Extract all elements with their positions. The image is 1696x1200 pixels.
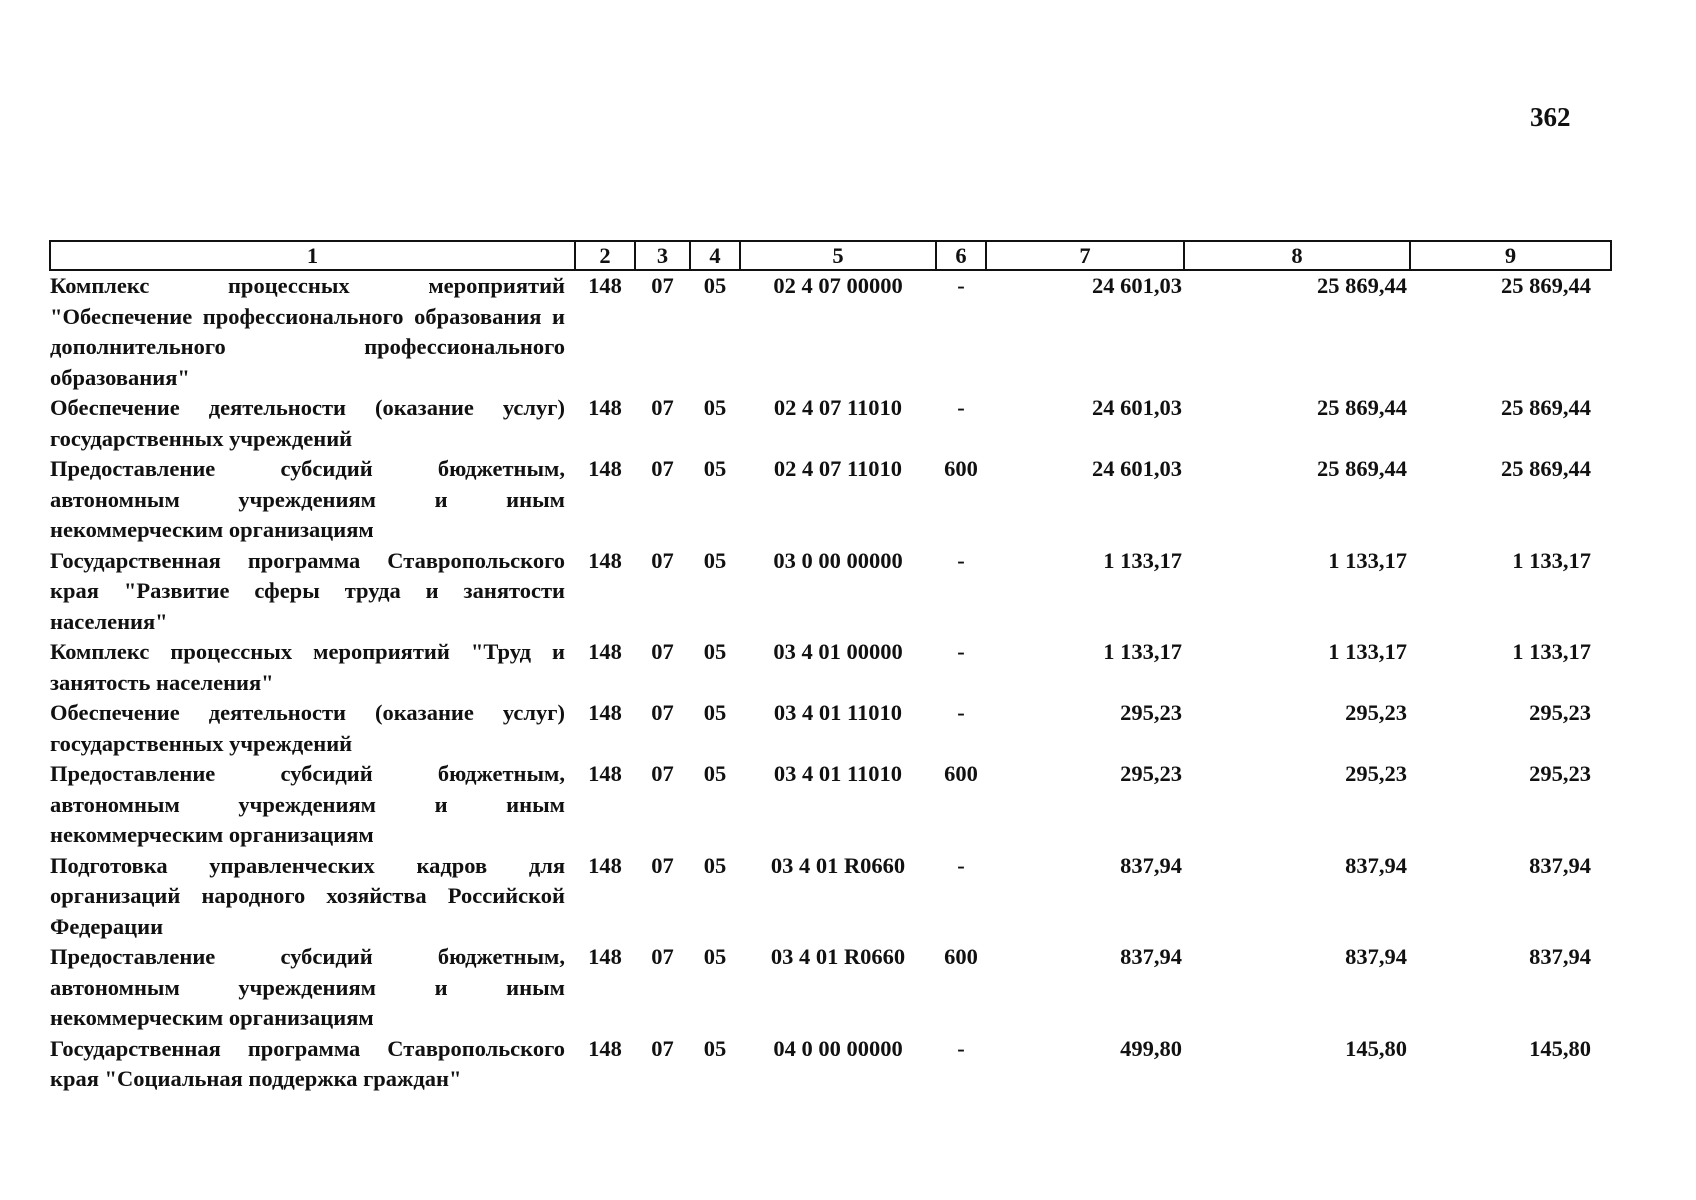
- amount-col9: 145,80: [1529, 1035, 1591, 1061]
- amount-col8: 145,80: [1345, 1035, 1407, 1061]
- expense-type-code: 600: [944, 944, 978, 969]
- expense-type-code: -: [957, 852, 965, 878]
- section-code: 07: [651, 456, 674, 481]
- item-name: Обеспечение деятельности (оказание услуг) государственных учреждений: [50, 700, 565, 756]
- item-name: Государственная программа Ставропольского края "Социальная поддержка граждан": [50, 1035, 565, 1091]
- ministry-code: 148: [588, 273, 622, 298]
- target-article-code: 03 4 01 11010: [773, 700, 903, 725]
- table-row: [50, 759, 1611, 851]
- target-article-code: 03 4 01 R0660: [770, 944, 906, 969]
- subsection-code: 05: [703, 944, 727, 969]
- amount-col8: 295,23: [1345, 700, 1407, 725]
- item-name: Предоставление субсидий бюджетным, автономным учреждениям и иным некоммерческим организациям: [50, 944, 565, 1030]
- table-row: [50, 698, 1611, 759]
- amount-col8: 25 869,44: [1317, 273, 1407, 298]
- amount-col8: 837,94: [1345, 852, 1407, 878]
- target-article-code: 03 4 01 11010: [773, 761, 903, 786]
- target-article-code: 02 4 07 11010: [773, 456, 903, 481]
- table-row: [50, 1034, 1611, 1095]
- amount-col9: 837,94: [1529, 852, 1591, 878]
- section-code: 07: [651, 273, 674, 298]
- target-article-code: 02 4 07 11010: [773, 395, 903, 420]
- amount-col7: 295,23: [1120, 700, 1182, 725]
- amount-col9: 295,23: [1529, 761, 1591, 786]
- expense-type-code: 600: [944, 456, 978, 481]
- target-article-code: 02 4 07 00000: [773, 273, 903, 298]
- page-number: 362: [1530, 102, 1571, 132]
- ministry-code: 148: [588, 639, 622, 664]
- column-header: 8: [1184, 241, 1410, 270]
- ministry-code: 148: [588, 944, 622, 969]
- subsection-code: 05: [703, 700, 727, 725]
- ministry-code: 148: [588, 1035, 622, 1061]
- amount-col7: 24 601,03: [1092, 273, 1182, 298]
- budget-table: [49, 240, 1612, 1095]
- section-code: 07: [651, 395, 674, 420]
- expense-type-code: -: [957, 395, 965, 420]
- table-row: [50, 637, 1611, 698]
- amount-col7: 1 133,17: [1103, 639, 1182, 664]
- amount-col8: 25 869,44: [1317, 395, 1407, 420]
- amount-col7: 1 133,17: [1103, 547, 1182, 573]
- item-name: Комплекс процессных мероприятий "Труд и занятость населения": [50, 639, 565, 695]
- section-code: 07: [651, 547, 674, 573]
- amount-col7: 24 601,03: [1092, 456, 1182, 481]
- expense-type-code: -: [957, 273, 965, 298]
- target-article-code: 03 4 01 R0660: [770, 852, 906, 878]
- target-article-code: 04 0 00 00000: [773, 1035, 903, 1061]
- item-name: Предоставление субсидий бюджетным, автономным учреждениям и иным некоммерческим организациям: [50, 761, 565, 847]
- item-name: Комплекс процессных мероприятий "Обеспечение профессионального образования и дополнительного профессионального образования": [50, 273, 565, 390]
- subsection-code: 05: [703, 547, 727, 573]
- amount-col8: 1 133,17: [1328, 547, 1407, 573]
- section-code: 07: [651, 639, 674, 664]
- section-code: 07: [651, 700, 674, 725]
- table-row: [50, 851, 1611, 943]
- amount-col7: 837,94: [1120, 852, 1182, 878]
- amount-col8: 25 869,44: [1317, 456, 1407, 481]
- table-row: [50, 942, 1611, 1034]
- column-header: 2: [575, 241, 635, 270]
- amount-col7: 499,80: [1120, 1035, 1182, 1061]
- ministry-code: 148: [588, 700, 622, 725]
- amount-col8: 1 133,17: [1328, 639, 1407, 664]
- expense-type-code: -: [957, 700, 965, 725]
- table-row: [50, 393, 1611, 454]
- subsection-code: 05: [703, 639, 727, 664]
- subsection-code: 05: [703, 456, 727, 481]
- item-name: Подготовка управленческих кадров для организаций народного хозяйства Российской Федерации: [50, 852, 565, 939]
- table-header-row: [50, 241, 1611, 270]
- column-header: 5: [740, 241, 936, 270]
- target-article-code: 03 4 01 00000: [773, 639, 903, 664]
- section-code: 07: [651, 852, 674, 878]
- column-header: 6: [936, 241, 986, 270]
- column-header: 1: [50, 241, 575, 270]
- amount-col9: 837,94: [1529, 944, 1591, 969]
- ministry-code: 148: [588, 761, 622, 786]
- subsection-code: 05: [703, 395, 727, 420]
- amount-col9: 25 869,44: [1501, 395, 1591, 420]
- subsection-code: 05: [703, 273, 727, 298]
- amount-col9: 1 133,17: [1512, 547, 1591, 573]
- item-name: Предоставление субсидий бюджетным, автономным учреждениям и иным некоммерческим организациям: [50, 456, 565, 542]
- expense-type-code: -: [957, 639, 965, 664]
- ministry-code: 148: [588, 852, 622, 878]
- amount-col9: 25 869,44: [1501, 273, 1591, 298]
- target-article-code: 03 0 00 00000: [773, 547, 903, 573]
- amount-col9: 25 869,44: [1501, 456, 1591, 481]
- expense-type-code: -: [957, 547, 965, 573]
- table-row: [50, 270, 1611, 393]
- section-code: 07: [651, 1035, 674, 1061]
- item-name: Государственная программа Ставропольского края "Развитие сферы труда и занятости населения": [50, 547, 565, 634]
- ministry-code: 148: [588, 395, 622, 420]
- amount-col7: 295,23: [1120, 761, 1182, 786]
- section-code: 07: [651, 944, 674, 969]
- section-code: 07: [651, 761, 674, 786]
- amount-col7: 837,94: [1120, 944, 1182, 969]
- table-row: [50, 546, 1611, 638]
- table-body: [50, 270, 1611, 1095]
- amount-col8: 295,23: [1345, 761, 1407, 786]
- subsection-code: 05: [703, 852, 727, 878]
- column-header: 4: [690, 241, 740, 270]
- subsection-code: 05: [703, 1035, 727, 1061]
- amount-col9: 1 133,17: [1512, 639, 1591, 664]
- ministry-code: 148: [588, 456, 622, 481]
- amount-col9: 295,23: [1529, 700, 1591, 725]
- expense-type-code: -: [957, 1035, 965, 1061]
- table-row: [50, 454, 1611, 546]
- column-header: 3: [635, 241, 690, 270]
- amount-col7: 24 601,03: [1092, 395, 1182, 420]
- amount-col8: 837,94: [1345, 944, 1407, 969]
- subsection-code: 05: [703, 761, 727, 786]
- expense-type-code: 600: [944, 761, 978, 786]
- column-header: 9: [1410, 241, 1611, 270]
- ministry-code: 148: [588, 547, 622, 573]
- column-header: 7: [986, 241, 1184, 270]
- item-name: Обеспечение деятельности (оказание услуг) государственных учреждений: [50, 395, 565, 451]
